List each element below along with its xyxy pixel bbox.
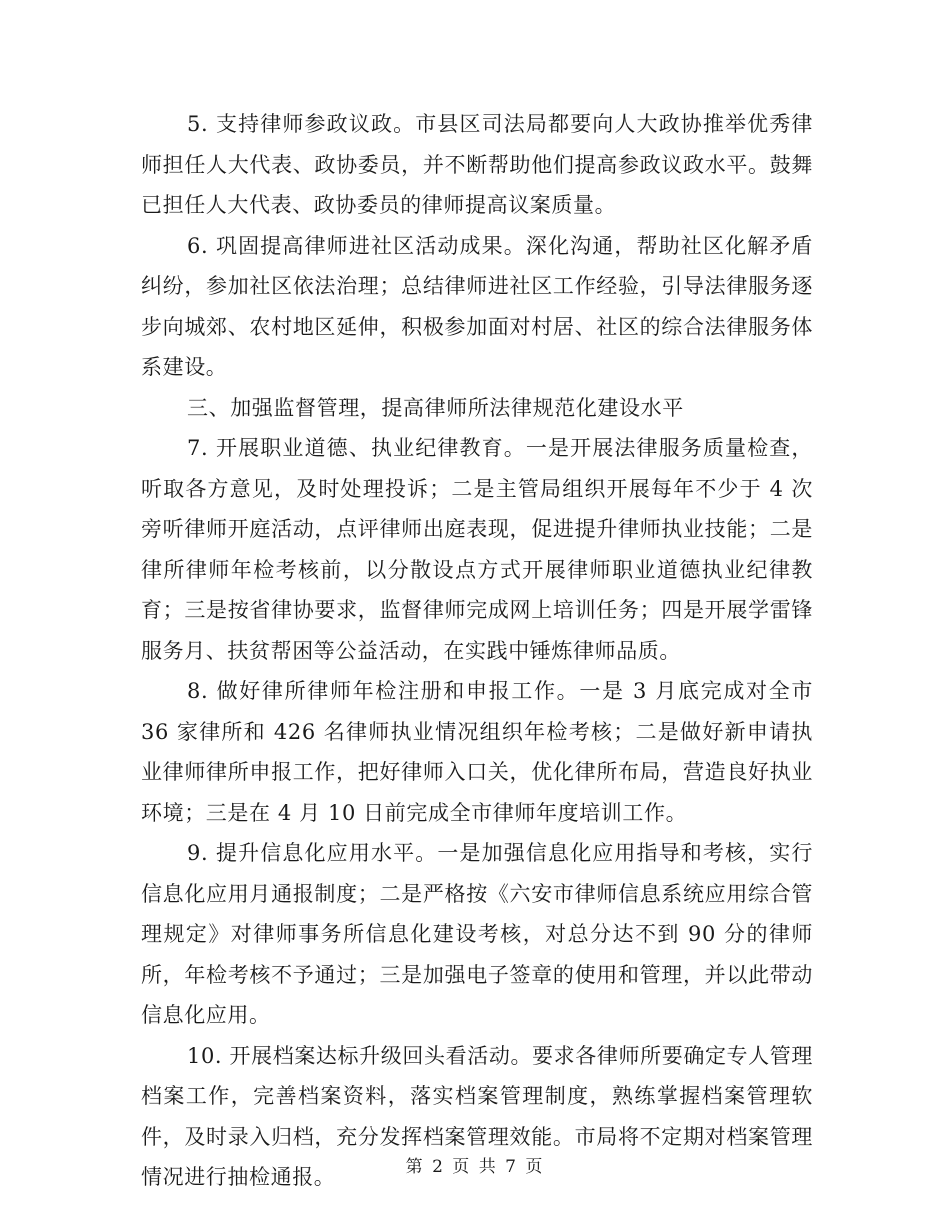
paragraph-7-ethics-education: 7. 开展职业道德、执业纪律教育。一是开展法律服务质量检查，听取各方意见，及时处理投诉；二是主管局组织开展每年不少于 4 次旁听律师开庭活动，点评律师出庭表现，促进提升律师执业技能；二是律所律师年检考核前，以分散设点方式开展律师职业道德执业纪律教育；三是按省律协要求，监督律师完成网上培训任务；四是开展学雷锋服务月、扶贫帮困等公益活动，在实践中锤炼律师品质。 — [141, 436, 813, 663]
section-heading-3-supervision: 三、加强监督管理，提高律师所法律规范化建设水平 — [187, 395, 684, 420]
paragraph-6-community-activities: 6. 巩固提高律师进社区活动成果。深化沟通，帮助社区化解矛盾纠纷，参加社区依法治理；总结律师进社区工作经验，引导法律服务逐步向城郊、农村地区延伸，积极参加面对村居、社区的综合法律服务体系建设。 — [141, 233, 813, 379]
paragraph-8-annual-inspection: 8. 做好律所律师年检注册和申报工作。一是 3 月底完成对全市 36 家律所和 426 名律师执业情况组织年检考核；二是做好新申请执业律师律所申报工作，把好律师入口关，优化律所布局，营造良好执业环境；三是在 4 月 10 日前完成全市律师年度培训工作。 — [141, 679, 813, 825]
paragraph-5-participate-politics: 5. 支持律师参政议政。市县区司法局都要向人大政协推举优秀律师担任人大代表、政协委员，并不断帮助他们提高参政议政水平。鼓舞已担任人大代表、政协委员的律师提高议案质量。 — [141, 112, 813, 217]
page-number-footer: 第 2 页 共 7 页 — [405, 1157, 545, 1177]
document-body — [141, 104, 813, 1198]
paragraph-10-archive-management: 10. 开展档案达标升级回头看活动。要求各律师所要确定专人管理档案工作，完善档案资料，落实档案管理制度，熟练掌握档案管理软件，及时录入归档，充分发挥档案管理效能。市局将不定期对档案管理情况进行抽检通报。 — [141, 1043, 813, 1189]
paragraph-9-informatization: 9. 提升信息化应用水平。一是加强信息化应用指导和考核，实行信息化应用月通报制度；二是严格按《六安市律师信息系统应用综合管理规定》对律师事务所信息化建设考核，对总分达不到 90 分的律师所，年检考核不予通过；三是加强电子签章的使用和管理，并以此带动信息化应用。 — [141, 841, 813, 1027]
